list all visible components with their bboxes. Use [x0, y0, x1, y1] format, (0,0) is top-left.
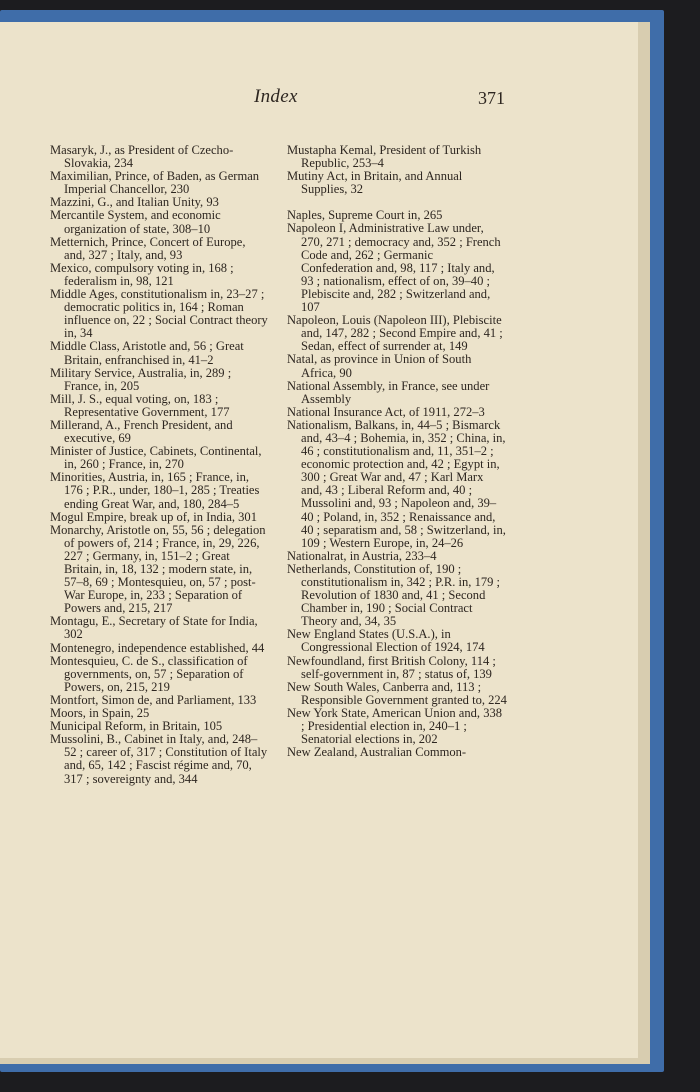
index-entry: Minorities, Austria, in, 165 ; France, in, 176 ; P.R., under, 180–1, 285 ; Treaties ending Great War, and, 180, 284–5	[50, 470, 260, 511]
index-entry: New Zealand, Australian Common-	[287, 745, 467, 760]
index-entry: Nationalrat, in Austria, 233–4	[287, 548, 437, 563]
index-entry: Napoleon I, Administrative Law under, 270, 271 ; democracy and, 352 ; French Code and, 262 ; Germanic Confederation and, 98, 117 ; Italy and, 93 ; nationalism, effect of on, 39–40 ; Plebiscite and, 282 ; Switzerland and, 107	[287, 221, 501, 315]
index-entry: Middle Ages, constitutionalism in, 23–27 ; democratic politics in, 164 ; Roman influence on, 22 ; Social Contract theory in, 34	[50, 287, 268, 341]
index-entry: Metternich, Prince, Concert of Europe, and, 327 ; Italy, and, 93	[50, 234, 246, 262]
index-entry: Mercantile System, and economic organization of state, 308–10	[50, 208, 221, 236]
page-number: 371	[478, 88, 505, 108]
index-entry: Nationalism, Balkans, in, 44–5 ; Bismarck and, 43–4 ; Bohemia, in, 352 ; China, in, 46 ; constitutionalism and, 11, 351–2 ; economic protection and, 42 ; Egypt in, 300 ; Great War and, 47 ; Karl Marx and, 43 ; Liberal Reform and, 40 ; Mussolini and, 93 ; Napoleon and, 39–40 ; Poland, in, 352 ; Renaissance and, 40 ; separatism and, 58 ; Switzerland, in, 109 ; Western Europe, in, 24–26	[287, 417, 506, 550]
index-entry: Montagu, E., Secretary of State for India, 302	[50, 614, 258, 642]
index-column-right	[287, 144, 507, 759]
index-entry: Montenegro, independence established, 44	[50, 640, 265, 655]
index-column-left	[50, 144, 268, 786]
page-header	[0, 86, 638, 116]
index-entry: Mogul Empire, break up of, in India, 301	[50, 509, 257, 524]
index-entry: National Insurance Act, of 1911, 272–3	[287, 404, 485, 419]
book-page	[0, 22, 638, 1058]
running-title: Index	[254, 86, 298, 107]
index-entry: Natal, as province in Union of South Africa, 90	[287, 352, 472, 380]
index-entry: Mill, J. S., equal voting, on, 183 ; Representative Government, 177	[50, 391, 230, 419]
index-entry: Netherlands, Constitution of, 190 ; constitutionalism in, 342 ; P.R. in, 179 ; Revolution of 1830 and, 41 ; Second Chamber in, 190 ; Social Contract Theory and, 34, 35	[287, 561, 501, 629]
index-entry: Minister of Justice, Cabinets, Continental, in, 260 ; France, in, 270	[50, 444, 262, 472]
index-entry: Newfoundland, first British Colony, 114 ; self-government in, 87 ; status of, 139	[287, 653, 496, 681]
index-entry: Naples, Supreme Court in, 265	[287, 208, 443, 223]
index-entry: Mazzini, G., and Italian Unity, 93	[50, 195, 219, 210]
index-entry: Masaryk, J., as President of Czecho-Slovakia, 234	[50, 143, 234, 171]
index-entry: Monarchy, Aristotle on, 55, 56 ; delegation of powers of, 214 ; France, in, 29, 226, 227 ; Germany, in, 151–2 ; Great Britain, in, 18, 132 ; modern state, in, 57–8, 69 ; Montesquieu, on, 57 ; post-War Europe, in, 233 ; Separation of Powers and, 215, 217	[50, 522, 266, 616]
index-entry: New England States (U.S.A.), in Congressional Election of 1924, 174	[287, 627, 485, 655]
index-entry: New York State, American Union and, 338 ; Presidential election in, 240–1 ; Senatorial elections in, 202	[287, 705, 503, 747]
index-entry: New South Wales, Canberra and, 113 ; Responsible Government granted to, 224	[287, 679, 507, 707]
index-entry: Mexico, compulsory voting in, 168 ; federalism in, 98, 121	[50, 260, 234, 288]
index-entry: Mussolini, B., Cabinet in Italy, and, 248–52 ; career of, 317 ; Constitution of Italy and, 65, 142 ; Fascist régime and, 70, 317 ; sovereignty and, 344	[50, 732, 268, 786]
index-entry: National Assembly, in France, see under Assembly	[287, 378, 490, 406]
index-entry: Montfort, Simon de, and Parliament, 133	[50, 692, 257, 707]
index-entry: Mustapha Kemal, President of Turkish Republic, 253–4	[287, 143, 482, 171]
index-entry: Maximilian, Prince, of Baden, as German Imperial Chancellor, 230	[50, 169, 260, 197]
index-entry: Middle Class, Aristotle and, 56 ; Great Britain, enfranchised in, 41–2	[50, 339, 244, 367]
index-entry: Municipal Reform, in Britain, 105	[50, 719, 223, 734]
index-entry: Mutiny Act, in Britain, and Annual Supplies, 32	[287, 169, 463, 197]
index-entry: Napoleon, Louis (Napoleon III), Plebiscite and, 147, 282 ; Second Empire and, 41 ; Sedan, effect of surrender at, 149	[287, 313, 503, 354]
index-entry: Millerand, A., French President, and executive, 69	[50, 417, 233, 446]
index-entry: Moors, in Spain, 25	[50, 706, 150, 721]
index-entry: Montesquieu, C. de S., classification of governments, on, 57 ; Separation of Powers, on, 215, 219	[50, 653, 248, 694]
index-entry: Military Service, Australia, in, 289 ; France, in, 205	[50, 365, 232, 393]
